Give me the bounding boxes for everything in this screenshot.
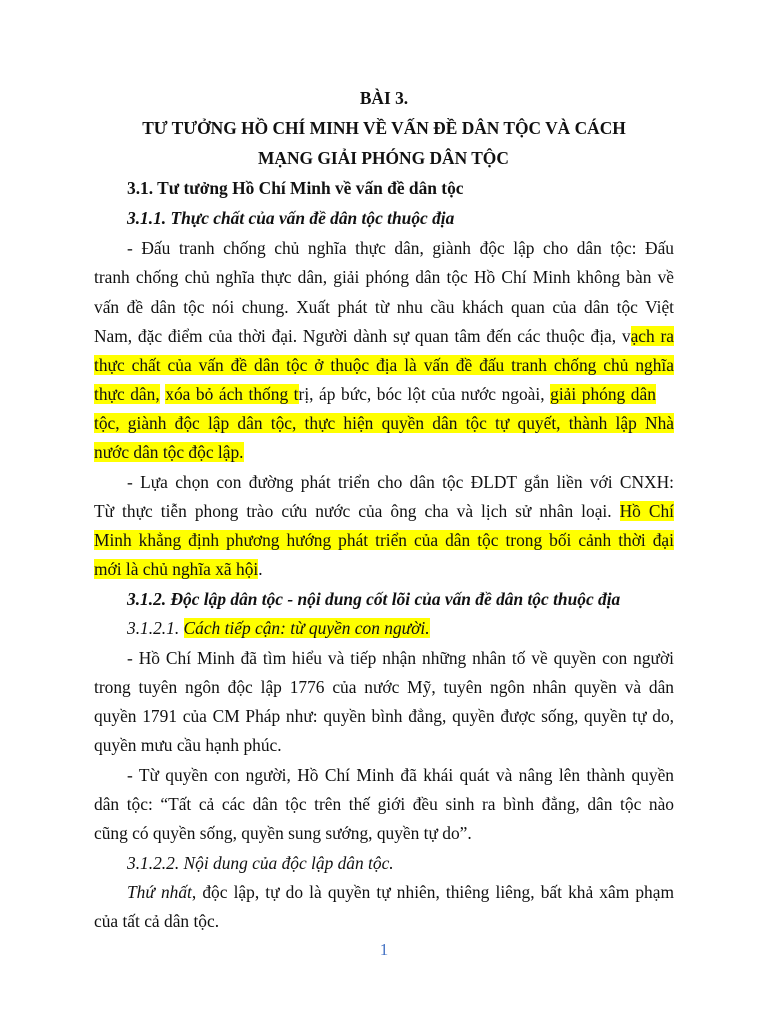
para1-line8-highlight: nước dân tộc độc lập. bbox=[94, 442, 244, 462]
para2-line4 bbox=[94, 559, 674, 579]
para1-line1: - Đấu tranh chống chủ nghĩa thực dân, giành độc lập cho dân tộc: Đấu bbox=[127, 238, 674, 258]
title-line-1: TƯ TƯỞNG HỒ CHÍ MINH VỀ VẤN ĐỀ DÂN TỘC VÀ CÁCH bbox=[142, 118, 626, 138]
para1-line8 bbox=[94, 442, 674, 462]
para1-line5 bbox=[94, 355, 674, 375]
page-number: 1 bbox=[379, 940, 389, 959]
heading-3-1-2: 3.1.2. Độc lập dân tộc - nội dung cốt lõi của vấn đề dân tộc thuộc địa bbox=[127, 589, 621, 609]
para4-line2: dân tộc: “Tất cả các dân tộc trên thế giới đều sinh ra bình đẳng, dân tộc nào bbox=[94, 794, 674, 814]
para2-line2-plain: Từ thực tiễn phong trào cứu nước của ông cha và lịch sử nhân loại. bbox=[94, 501, 620, 521]
para2-line3-highlight: Minh khẳng định phương hướng phát triển của dân tộc trong bối cảnh thời đại bbox=[94, 530, 674, 550]
para2-line1: - Lựa chọn con đường phát triển cho dân tộc ĐLDT gắn liền với CNXH: bbox=[127, 472, 674, 492]
heading-3-1-2-1-highlight: Cách tiếp cận: từ quyền con người. bbox=[183, 618, 430, 638]
para2-line4-highlight: mới là chủ nghĩa xã hội bbox=[94, 559, 259, 579]
para1-line2: tranh chống chủ nghĩa thực dân, giải phóng dân tộc Hồ Chí Minh không bàn về bbox=[94, 267, 674, 287]
para1-line6 bbox=[94, 384, 674, 404]
para1-line5-highlight: thực chất của vấn đề dân tộc ở thuộc địa là vấn đề đấu tranh chống chủ nghĩa bbox=[94, 355, 674, 375]
heading-3-1: 3.1. Tư tưởng Hồ Chí Minh về vấn đề dân tộc bbox=[127, 178, 464, 198]
para2-line2-highlight: Hồ Chí bbox=[619, 501, 674, 521]
para5-line1 bbox=[127, 882, 674, 902]
para1-line6-hl1: thực dân, bbox=[94, 384, 160, 404]
para1-line4-highlight: ạch ra bbox=[630, 326, 674, 346]
para4-line1: - Từ quyền con người, Hồ Chí Minh đã khái quát và nâng lên thành quyền bbox=[127, 765, 674, 785]
para2-line4-period: . bbox=[258, 559, 263, 579]
para1-line6-hl3: giải phóng dân bbox=[550, 384, 656, 404]
para3-line2: trong tuyên ngôn độc lập 1776 của nước Mỹ, tuyên ngôn nhân quyền và dân bbox=[94, 677, 674, 697]
para1-line4-plain: Nam, đặc điểm của thời đại. Người dành sự quan tâm đến các thuộc địa, v bbox=[94, 326, 631, 346]
para2-line2 bbox=[94, 501, 674, 521]
para5-line1-rest: , độc lập, tự do là quyền tự nhiên, thiêng liêng, bất khả xâm phạm bbox=[191, 882, 674, 902]
para4-line3: cũng có quyền sống, quyền sung sướng, quyền tự do”. bbox=[94, 823, 472, 843]
title-line-2: MẠNG GIẢI PHÓNG DÂN TỘC bbox=[258, 148, 509, 168]
para1-line6-comma: , bbox=[540, 384, 551, 404]
para3-line4: quyền mưu cầu hạnh phúc. bbox=[94, 735, 282, 755]
para1-line7-highlight: tộc, giành độc lập dân tộc, thực hiện quyền dân tộc tự quyết, thành lập Nhà bbox=[94, 413, 674, 433]
para5-line2: của tất cả dân tộc. bbox=[94, 911, 220, 931]
para2-line3 bbox=[94, 530, 674, 550]
para1-line4 bbox=[94, 326, 674, 346]
para3-line3: quyền 1791 của CM Pháp như: quyền bình đẳng, quyền được sống, quyền tự do, bbox=[94, 706, 674, 726]
heading-3-1-1: 3.1.1. Thực chất của vấn đề dân tộc thuộc địa bbox=[127, 208, 455, 228]
heading-3-1-2-2: 3.1.2.2. Nội dung của độc lập dân tộc. bbox=[127, 853, 394, 873]
para1-line6-hl2: xóa bỏ ách thống t bbox=[165, 384, 299, 404]
para1-line3: vấn đề dân tộc nói chung. Xuất phát từ nhu cầu khách quan của dân tộc Việt bbox=[94, 297, 674, 317]
para1-line7 bbox=[94, 413, 674, 433]
heading-3-1-2-1-number: 3.1.2.1. bbox=[127, 618, 184, 638]
lesson-label: BÀI 3. bbox=[359, 88, 409, 108]
para3-line1: - Hồ Chí Minh đã tìm hiểu và tiếp nhận những nhân tố về quyền con người bbox=[127, 648, 674, 668]
para1-line6-plain: rị, áp bức, bóc lột của nước ngoài bbox=[298, 384, 541, 404]
para5-line1-italic: Thứ nhất bbox=[127, 882, 192, 902]
heading-3-1-2-1 bbox=[127, 618, 707, 638]
